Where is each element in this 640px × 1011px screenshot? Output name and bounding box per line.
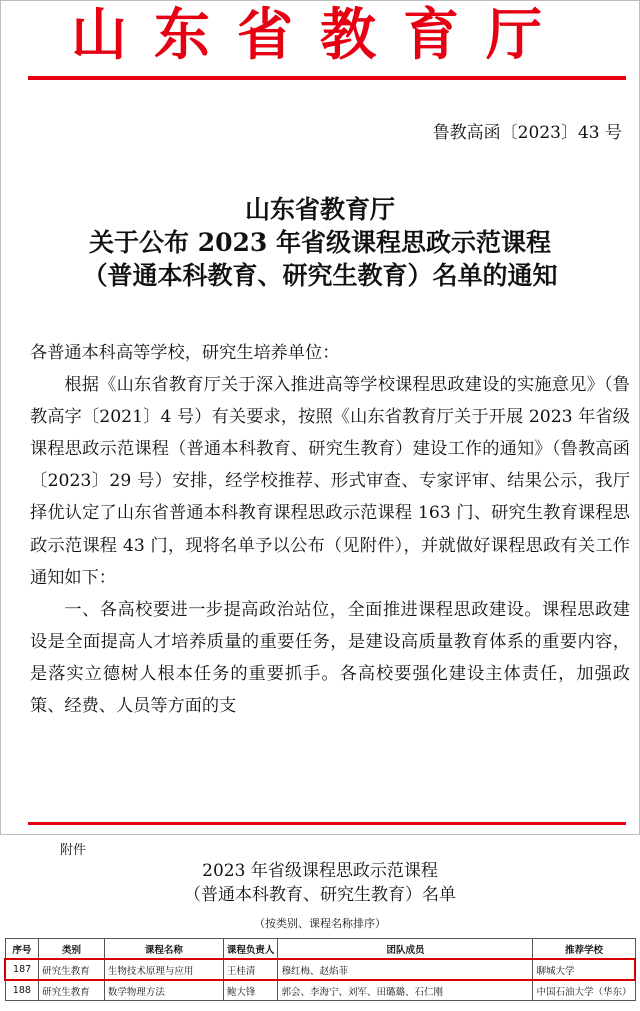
masthead-red-line — [28, 76, 626, 80]
header-cell: 推荐学校 — [533, 939, 635, 960]
paragraph: 一、各高校要进一步提高政治站位，全面推进课程思政建设。课程思政建设是全面提高人才培养质量的重要任务，是建设高质量教育体系的重要内容，是落实立德树人根本任务的重要抓手。各高校要强化建设主体责任，加强政策、经费、人员等方面的支 — [30, 599, 630, 717]
cell-course: 数学物理方法 — [104, 980, 223, 1001]
table-row — [5, 980, 635, 1001]
attachment-label: 附件 — [60, 843, 87, 858]
header-cell: 类别 — [39, 939, 105, 960]
cell-team: 郭会、李海宁、刘军、田璐璐、石仁刚 — [278, 980, 533, 1001]
header-cell: 课程负责人 — [223, 939, 278, 960]
attachment-title — [0, 859, 640, 907]
sort-note: （按类别、课程名称排序） — [254, 917, 386, 930]
cell-lead: 鲍大锋 — [223, 980, 278, 1001]
document-number: 鲁教高函〔2023〕43 号 — [432, 123, 622, 143]
header-cell: 课程名称 — [104, 939, 223, 960]
masthead: 山东省教育厅 — [71, 2, 569, 68]
attachment-excerpt — [0, 839, 640, 1011]
salutation: 各普通本科高等学校，研究生培养单位： — [30, 343, 340, 363]
cell-lead: 王桂清 — [223, 959, 278, 980]
table-row-highlighted — [5, 959, 635, 980]
cell-team: 穆红梅、赵焰菲 — [278, 959, 533, 980]
notice-body — [30, 337, 630, 722]
paragraph: 根据《山东省教育厅关于深入推进高等学校课程思政建设的实施意见》（鲁教高字〔2021〕4 号）有关要求，按照《山东省教育厅关于开展 2023 年省级课程思政示范课程（普通本科教育、研究生教育）建设工作的通知》（鲁教高函〔2023〕29 号）安排，经学校推荐、形式审查、专家评审、结果公示，我厅择优认定了山东省普通本科教育课程思政示范课程 163 门、研究生教育课程思政示范课程 43 门，现将名单予以公布（见附件），并就做好课程思政有关工作通知如下： — [30, 375, 630, 588]
cell-category: 研究生教育 — [39, 980, 105, 1001]
header-cell: 序号 — [5, 939, 39, 960]
cell-category: 研究生教育 — [39, 959, 105, 980]
cell-school: 中国石油大学（华东） — [533, 980, 635, 1001]
attachment-title-line: 2023 年省级课程思政示范课程 — [202, 861, 438, 881]
title-line: （普通本科教育、研究生教育）名单的通知 — [82, 261, 558, 290]
cell-no: 187 — [5, 959, 39, 980]
cell-school: 聊城大学 — [533, 959, 635, 980]
header-cell: 团队成员 — [278, 939, 533, 960]
notice-title — [0, 193, 640, 292]
table-header-row — [5, 939, 635, 960]
attachment-title-line: （普通本科教育、研究生教育）名单 — [184, 885, 456, 905]
cell-no: 188 — [5, 980, 39, 1001]
cell-course: 生物技术原理与应用 — [104, 959, 223, 980]
footer-red-line — [28, 822, 626, 825]
course-list-table — [4, 938, 636, 1001]
title-line: 关于公布 2023 年省级课程思政示范课程 — [89, 228, 551, 257]
title-line: 山东省教育厅 — [244, 195, 395, 224]
